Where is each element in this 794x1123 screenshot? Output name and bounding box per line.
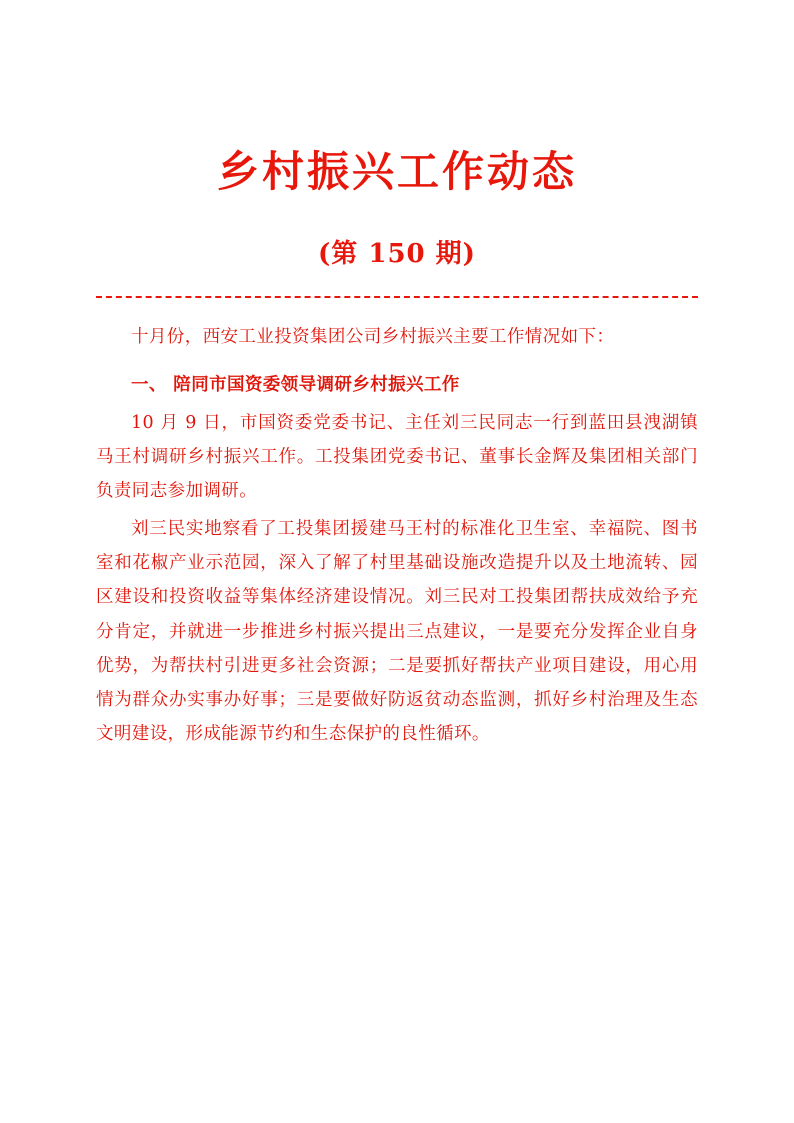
section-1-paragraph-2: 刘三民实地察看了工投集团援建马王村的标准化卫生室、幸福院、图书室和花椒产业示范园，深入了解了村里基础设施改造提升以及土地流转、园区建设和投资收益等集体经济建设情况。刘三民对工投集团帮扶成效给予充分肯定，并就进一步推进乡村振兴提出三点建议，一是要充分发挥企业自身优势，为帮扶村引进更多社会资源；二是要抓好帮扶产业项目建设，用心用情为群众办实事办好事；三是要做好防返贫动态监测，抓好乡村治理及生态文明建设，形成能源节约和生态保护的良性循环。 — [96, 519, 698, 744]
divider-line — [96, 296, 698, 298]
section-1-paragraph-1: 10 月 9 日，市国资委党委书记、主任刘三民同志一行到蓝田县洩湖镇马王村调研乡村振兴工作。工投集团党委书记、董事长金辉及集团相关部门负责同志参加调研。 — [96, 412, 698, 501]
issue-number: (第 150 期) — [318, 238, 476, 269]
section-heading-1: 一、 陪同市国资委领导调研乡村振兴工作 — [131, 374, 460, 395]
page-title: 乡村振兴工作动态 — [216, 147, 577, 196]
intro-paragraph: 十月份，西安工业投资集团公司乡村振兴主要工作情况如下： — [131, 326, 615, 347]
